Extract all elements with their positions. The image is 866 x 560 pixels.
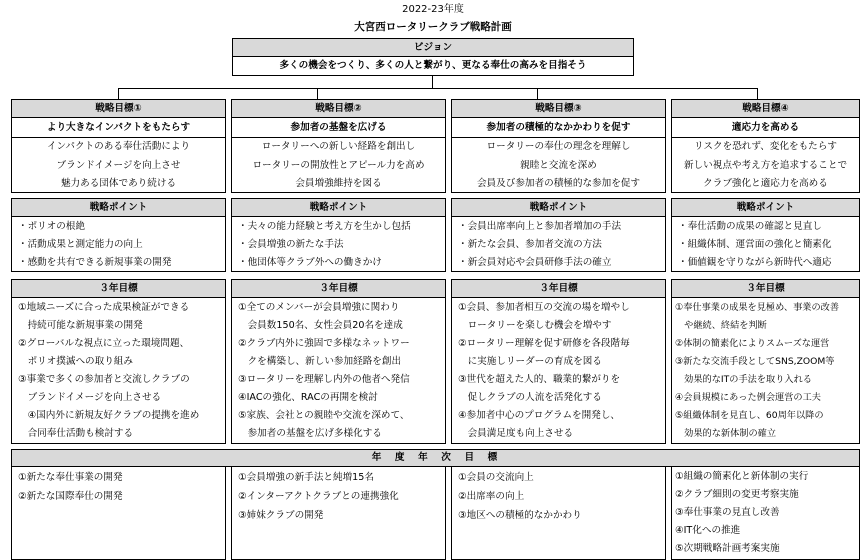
- connector-horizontal: [118, 88, 757, 89]
- list-item: クを構築し、新しい参加経路を創出: [238, 356, 402, 367]
- goal-box-3: [451, 99, 666, 193]
- list-item: ・ポリオの根絶: [18, 221, 86, 232]
- list-item: ・会員出席率向上と参加者増加の手法: [458, 221, 622, 232]
- list-item: ・他団体等クラブ外への働きかけ: [238, 257, 382, 268]
- list-item: ①全てのメンバーが会員増強に関わり: [238, 302, 400, 313]
- annual-box-2: [231, 467, 446, 560]
- list-item: に実施しリーダーの育成を図る: [458, 356, 602, 367]
- goal-desc-line: 会員増強維持を図る: [295, 178, 382, 189]
- list-item: ロータリーを楽しむ機会を増やす: [458, 320, 612, 331]
- connector-drop-3: [537, 88, 538, 99]
- list-item: ・奉仕活動の成果の確認と見直し: [678, 221, 822, 232]
- list-item: ③奉仕事業の見直し改善: [675, 507, 780, 518]
- points-label-3: 戦略ポイント: [452, 199, 665, 217]
- goal-desc-line: 魅力ある団体であり続ける: [60, 178, 177, 189]
- points-box-1: [11, 198, 226, 272]
- list-item: ①地域ニーズに合った成果検証ができる: [18, 302, 190, 313]
- list-item: ⑤家族、会社との親睦や交流を深めて、: [238, 410, 410, 421]
- goal-desc-3: [452, 138, 665, 194]
- list-item: 促しクラブの人流を活発化する: [458, 392, 602, 403]
- points-list-1: [12, 217, 225, 272]
- three-year-box-4: [671, 279, 860, 444]
- points-label-1: 戦略ポイント: [12, 199, 225, 217]
- connector-drop-1: [118, 88, 119, 99]
- vision-box: [232, 38, 634, 76]
- points-box-3: [451, 198, 666, 272]
- list-item: ・会員増強の新たな手法: [238, 239, 344, 250]
- list-item: ①会員増強の新手法と純増15名: [238, 472, 374, 483]
- list-item: ・感動を共有できる新規事業の開発: [18, 257, 172, 268]
- points-label-2: 戦略ポイント: [232, 199, 445, 217]
- list-item: ③事業で多くの参加者と交流しクラブの: [18, 374, 190, 385]
- annual-box-1: [11, 467, 226, 560]
- three-year-label-1: ３年目標: [12, 280, 225, 298]
- goal-title-2: 参加者の基盤を広げる: [232, 118, 445, 138]
- goal-desc-line: ロータリーの奉仕の理念を理解し: [486, 141, 631, 152]
- list-item: ①奉仕事業の成果を見極め、事業の改善: [675, 302, 840, 313]
- goal-title-1: より大きなインパクトをもたらす: [12, 118, 225, 138]
- points-list-4: [672, 217, 859, 272]
- annual-list-4: [672, 467, 859, 558]
- annual-list-3: [452, 467, 665, 525]
- annual-goals-header: 年 度 年 次 目 標: [11, 449, 860, 467]
- goal-desc-line: クラブ強化と適応力を高める: [703, 178, 828, 189]
- list-item: ④IT化への推進: [675, 525, 741, 536]
- goal-label-4: 戦略目標④: [672, 100, 859, 118]
- annual-box-3: [451, 467, 666, 560]
- list-item: ①組織の簡素化と新体制の実行: [675, 471, 809, 482]
- goal-desc-line: ロータリーへの新しい経路を創出し: [261, 141, 416, 152]
- goal-desc-line: ブランドイメージを向上させ: [56, 159, 181, 171]
- three-year-list-3: [452, 298, 665, 443]
- points-label-4: 戦略ポイント: [672, 199, 859, 217]
- list-item: ・活動成果と測定能力の向上: [18, 239, 143, 250]
- list-item: ③姉妹クラブの開発: [238, 510, 324, 521]
- goal-title-3: 参加者の積極的なかかわりを促す: [452, 118, 665, 138]
- list-item: ②体制の簡素化によりスムーズな運営: [675, 338, 830, 349]
- goal-desc-line: リスクを恐れず、変化をもたらす: [694, 141, 837, 152]
- three-year-list-1: [12, 298, 225, 443]
- list-item: ③ロータリーを理解し内外の他者へ発信: [238, 374, 410, 385]
- list-item: ⑤組織体制を見直し、60周年以降の: [675, 410, 824, 421]
- three-year-box-2: [231, 279, 446, 444]
- list-item: ポリオ撲滅への取り組み: [18, 356, 134, 367]
- list-item: ④会員規模にあった例会運営の工夫: [675, 392, 821, 403]
- list-item: ②新たな国際奉仕の開発: [18, 491, 123, 502]
- list-item: 合同奉仕活動も検討する: [18, 428, 134, 439]
- list-item: ・組織体制、運営面の強化と簡素化: [678, 239, 832, 250]
- list-item: ・価値観を守りながら新時代へ適応: [678, 257, 832, 268]
- list-item: 会員満足度も向上させる: [458, 428, 574, 439]
- three-year-label-2: ３年目標: [232, 280, 445, 298]
- list-item: ②インターアクトクラブとの連携強化: [238, 491, 399, 502]
- list-item: 効果的な新体制の確立: [675, 428, 777, 439]
- goal-desc-line: 新しい視点や考え方を追求することで: [683, 159, 848, 171]
- goal-desc-line: 親睦と交流を深め: [520, 159, 597, 171]
- connector-vertical: [432, 76, 433, 88]
- list-item: ⑤次期戦略計画考案実施: [675, 543, 780, 554]
- goal-desc-line: インパクトのある奉仕活動により: [46, 141, 191, 152]
- three-year-list-4: [672, 298, 859, 443]
- page-title: 大宮西ロータリークラブ戦略計画: [354, 21, 512, 33]
- goal-desc-line: 会員及び参加者の積極的な参加を促す: [476, 178, 641, 189]
- connector-drop-4: [757, 88, 758, 99]
- annual-box-4: [671, 467, 860, 560]
- goal-desc-2: [232, 138, 445, 194]
- list-item: ・新たな会員、参加者交流の方法: [458, 239, 602, 250]
- annual-list-1: [12, 467, 225, 506]
- goal-desc-line: ロータリーの開放性とアピール力を高め: [252, 159, 425, 171]
- list-item: ・新会員対応や会員研修手法の確立: [458, 257, 612, 268]
- list-item: 効果的なITの手法を取り入れる: [675, 374, 812, 385]
- goal-box-1: [11, 99, 226, 193]
- list-item: や継続、終結を判断: [675, 320, 767, 331]
- points-box-4: [671, 198, 860, 272]
- list-item: ④国内外に新規友好クラブの提携を進め: [18, 410, 200, 421]
- list-item: ②ロータリー理解を促す研修を各段階毎: [458, 338, 630, 349]
- list-item: ①新たな奉仕事業の開発: [18, 472, 123, 483]
- list-item: 会員数150名、女性会員20名を達成: [238, 320, 403, 331]
- three-year-box-3: [451, 279, 666, 444]
- goal-label-2: 戦略目標②: [232, 100, 445, 118]
- list-item: ④IACの強化、RACの再開を検討: [238, 392, 378, 403]
- three-year-label-3: ３年目標: [452, 280, 665, 298]
- points-list-3: [452, 217, 665, 272]
- fiscal-year: 2022-23年度: [402, 4, 464, 15]
- goal-box-4: [671, 99, 860, 193]
- list-item: ③地区への積極的なかかわり: [458, 510, 582, 521]
- annual-list-2: [232, 467, 445, 525]
- list-item: 持続可能な新規事業の開発: [18, 320, 143, 331]
- list-item: ③世代を超えた人的、職業的繋がりを: [458, 374, 621, 385]
- list-item: ②出席率の向上: [458, 491, 525, 502]
- list-item: ・夫々の能力経験と考え方を生かし包括: [238, 221, 411, 232]
- list-item: ②クラブ細則の変更考察実施: [675, 489, 799, 500]
- list-item: ④参加者中心のプログラムを開発し、: [458, 410, 621, 421]
- list-item: ②クラブ内外に強固で多様なネットワー: [238, 338, 410, 349]
- list-item: ブランドイメージを向上させる: [18, 392, 162, 403]
- goal-desc-1: [12, 138, 225, 194]
- goal-title-4: 適応力を高める: [672, 118, 859, 138]
- goal-box-2: [231, 99, 446, 193]
- vision-text: 多くの機会をつくり、多くの人と繋がり、更なる奉仕の高みを目指そう: [279, 60, 587, 71]
- three-year-label-4: ３年目標: [672, 280, 859, 298]
- list-item: ③新たな交流手段としてSNS,ZOOM等: [675, 356, 835, 367]
- three-year-box-1: [11, 279, 226, 444]
- goal-label-3: 戦略目標③: [452, 100, 665, 118]
- three-year-list-2: [232, 298, 445, 443]
- points-box-2: [231, 198, 446, 272]
- list-item: ①会員の交流向上: [458, 472, 534, 483]
- list-item: ①会員、参加者相互の交流の場を増やし: [458, 302, 630, 313]
- vision-label: ビジョン: [233, 39, 633, 57]
- list-item: 参加者の基盤を広げ多様化する: [238, 428, 382, 439]
- connector-drop-2: [317, 88, 318, 99]
- goal-label-1: 戦略目標①: [12, 100, 225, 118]
- list-item: ②グローバルな視点に立った環境問題、: [18, 338, 190, 349]
- goal-desc-4: [672, 138, 859, 194]
- points-list-2: [232, 217, 445, 272]
